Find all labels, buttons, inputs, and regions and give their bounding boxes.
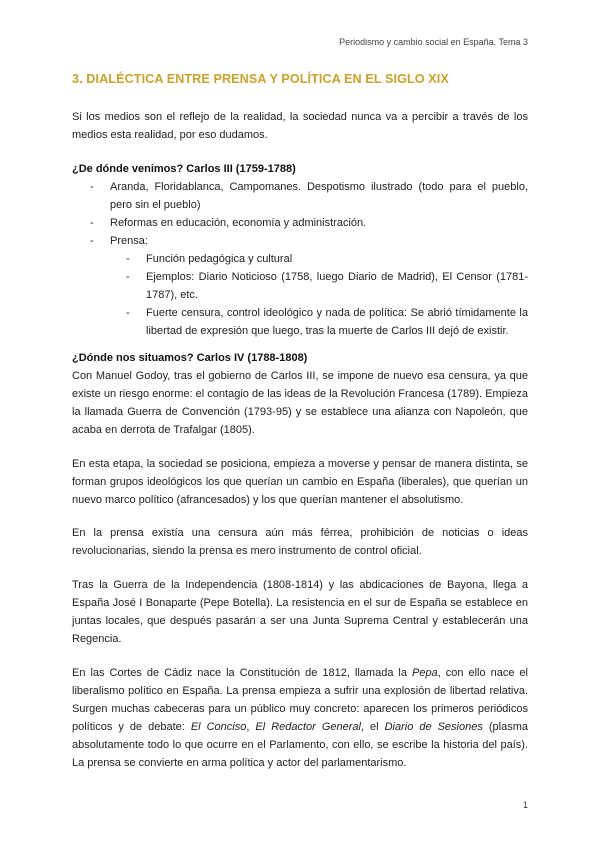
list-item [72,232,528,250]
section-title: 3. DIALÉCTICA ENTRE PRENSA Y POLÍTICA EN EL SIGLO XIX [72,72,449,86]
italic-pepa: Pepa [411,667,438,679]
carlos-iii-list [72,178,528,340]
list-item [72,178,528,214]
sub-list-item [72,250,528,268]
dash-bullet: - [90,217,94,229]
paragraph-cadiz [72,664,528,772]
dash-bullet: - [126,253,130,265]
sub-list-item-text: Ejemplos: Diario Noticioso (1758, luego Diario de Madrid), El Censor (1781-1787), etc. [146,271,528,301]
paragraph-censura: En la prensa existía una censura aún más férrea, prohibición de noticias o ideas revolucionarias, siendo la prensa es mero instrumento de control oficial. [72,527,528,557]
dash-bullet: - [126,271,130,283]
list-item-text: Prensa: [110,235,148,247]
sub-list-item-text: Fuerte censura, control ideológico y nada de política: Se abrió tímidamente la libertad de expresión que luego, tras la muerte de Carlos III dejó de existir. [146,307,528,337]
italic-redactor-general: El Redactor General [255,721,361,733]
sub-list-item-text: Función pedagógica y cultural [146,253,293,265]
page-number: 1 [522,800,528,810]
paragraph-independencia: Tras la Guerra de la Independencia (1808-1814) y las abdicaciones de Bayona, llega a España José I Bonaparte (Pepe Botella). La resistencia en el sur de España se establece en juntas locales, que después pasarán a ser una Junta Suprema Central y establecerán una Regencia. [72,579,528,645]
list-item [72,214,528,232]
dash-bullet: - [126,307,130,319]
sub-list-item [72,304,528,340]
text-run: , el [360,721,385,733]
dash-bullet: - [90,235,94,247]
text-run: En las Cortes de Cádiz nace la Constitución de 1812, llamada la [72,667,412,679]
text-run: (plasma absolutamente todo lo que ocurre en el Parlamento, con ello, se escribe la historia del país). La prensa se convierte en arma política y actor del parlamentarismo. [72,721,528,769]
running-header: Periodismo y cambio social en España. Tema 3 [339,37,528,47]
intro-paragraph: Si los medios son el reflejo de la realidad, la sociedad nunca va a percibir a través de los medios esta realidad, por eso dudamos. [72,111,528,141]
paragraph-sociedad: En esta etapa, la sociedad se posiciona, empieza a moverse y pensar de manera distinta, se forman grupos ideológicos los que querían un cambio en España (liberales), que querían un nuevo marco político (afrancesados) y los que querían mantener el absolutismo. [72,458,528,506]
paragraph-godoy: Con Manuel Godoy, tras el gobierno de Carlos III, se impone de nuevo esa censura, ya que existe un riesgo enorme: el contagio de las ideas de la Revolución Francesa (1789). Empieza la llamada Guerra de Convención (1793-95) y se establece una alianza con Napoleón, que acaba en derrota de Trafalgar (1805). [72,370,528,436]
heading-carlos-iii: ¿De dónde venimos? Carlos III (1759-1788) [72,163,296,175]
text-run: , con ello nace el liberalismo político en España. La prensa empieza a sufrir una explosión de libertad relativa. Surgen muchas cabeceras para un público muy concreto: aparecen los primeros periódicos políticos y de debate: [72,667,528,733]
list-item-text: Aranda, Floridablanca, Campomanes. Despotismo ilustrado (todo para el pueblo, pero sin el pueblo) [110,181,528,211]
italic-el-conciso: El Conciso [190,721,247,733]
text-run: , [246,721,256,733]
dash-bullet: - [90,181,94,193]
list-item-text: Reformas en educación, economía y administración. [110,217,367,229]
heading-carlos-iv: ¿Dónde nos situamos? Carlos IV (1788-1808) [72,352,308,364]
italic-diario-sesiones: Diario de Sesiones [384,721,483,733]
sub-list-item [72,268,528,304]
